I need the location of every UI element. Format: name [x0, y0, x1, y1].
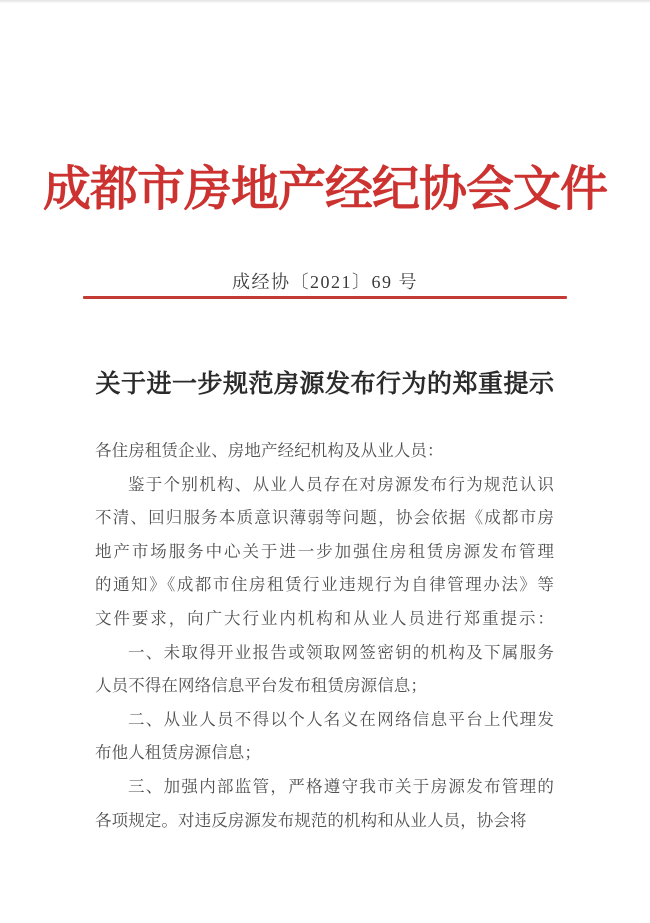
body-line: 各项规定。对违反房源发布规范的机构和从业人员，协会将: [95, 810, 527, 830]
body-line: 不清、回归服务本质意识薄弱等问题，协会依据《成都市房: [95, 508, 554, 528]
body-line: 二、从业人员不得以个人名义在网络信息平台上代理发: [128, 709, 554, 729]
document-org-header: 成都市房地产经纪协会文件: [42, 163, 607, 216]
body-line: 各住房租赁企业、房地产经纪机构及从业人员：: [95, 441, 444, 460]
body-line: 一、未取得开业报告或领取网签密钥的机构及下属服务: [128, 642, 554, 662]
body-line: 文件要求，向广大行业内机构和从业人员进行郑重提示：: [95, 608, 554, 628]
body-line: 地产市场服务中心关于进一步加强住房租赁房源发布管理: [95, 541, 554, 561]
body-line: 三、加强内部监管，严格遵守我市关于房源发布管理的: [128, 776, 554, 796]
red-divider-line: [83, 296, 567, 299]
body-line: 布他人租赁房源信息；: [95, 743, 261, 763]
body-line: 人员不得在网络信息平台发布租赁房源信息；: [95, 676, 427, 696]
document-body: [95, 434, 554, 837]
body-line: 鉴于个别机构、从业人员存在对房源发布行为规范认识: [128, 474, 554, 494]
body-line: 的通知》《成都市住房租赁行业违规行为自律管理办法》等: [95, 575, 554, 595]
document-number: 成经协〔2021〕69 号: [232, 272, 418, 292]
document-title: 关于进一步规范房源发布行为的郑重提示: [95, 371, 555, 398]
scan-top-edge: [0, 0, 650, 3]
